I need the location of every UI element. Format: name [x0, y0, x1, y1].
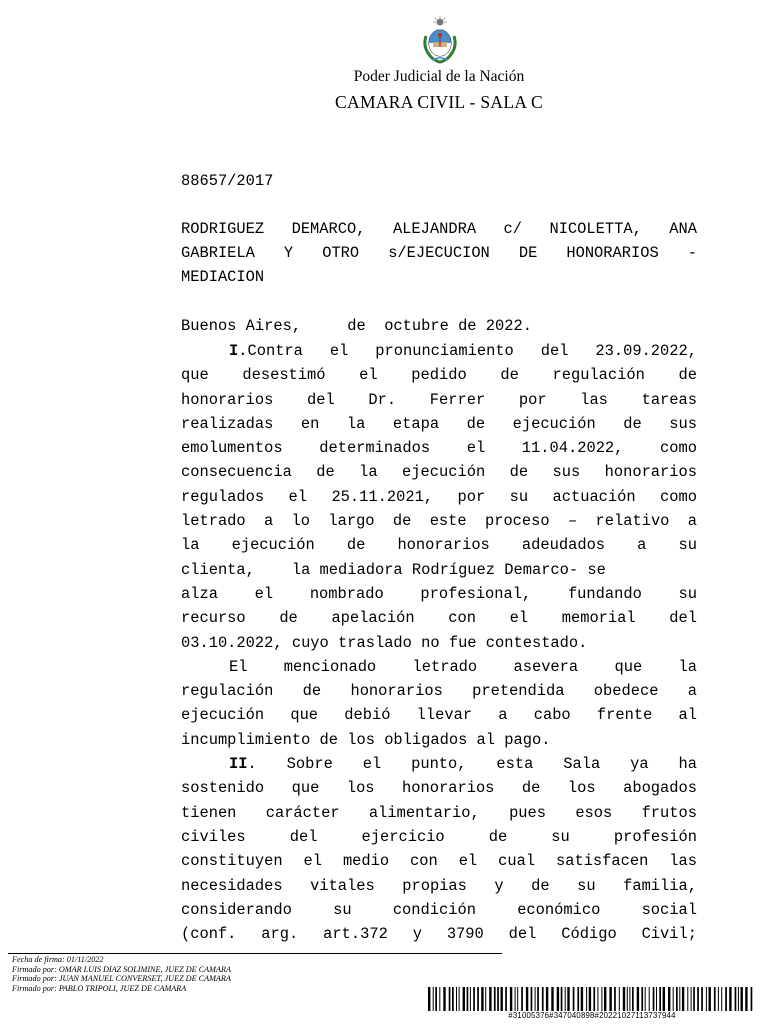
body-line: honorarios del Dr. Ferrer por las tareas	[181, 390, 697, 409]
date-line: Buenos Aires, de octubre de 2022.	[181, 317, 532, 335]
case-number: 88657/2017	[181, 172, 274, 190]
body-line: realizadas en la etapa de ejecución de sus	[181, 414, 697, 433]
body-line: clienta, la mediadora Rodríguez Demarco- se	[181, 560, 606, 579]
body-line: civiles del ejercicio de su profesión	[181, 827, 697, 846]
body-line: emolumentos determinados el 11.04.2022, como	[181, 439, 697, 458]
body-line: ejecución que debió llevar a cabo frente al	[181, 706, 697, 725]
barcode	[428, 987, 756, 1011]
section-marker: I	[229, 342, 239, 360]
body-line: necesidades vitales propias y de su familia,	[181, 876, 697, 895]
body-line: 03.10.2022, cuyo traslado no fue contestado.	[181, 633, 588, 652]
footer-divider	[8, 953, 502, 954]
signature-line: Firmado por: PABLO TRIPOLI, JUEZ DE CAMARA	[12, 983, 187, 993]
body-line: regulación de honorarios pretendida obedece a	[181, 682, 697, 701]
body-line: consecuencia de la ejecución de sus honorarios	[181, 463, 697, 482]
institution-name: Poder Judicial de la Nación	[353, 68, 525, 85]
body-line: que desestimó el pedido de regulación de	[181, 366, 697, 385]
body-line: letrado a lo largo de este proceso – relativo a	[181, 512, 697, 531]
body-line: El mencionado letrado asevera que la	[229, 657, 697, 676]
body-line: regulados el 25.11.2021, por su actuación como	[181, 487, 697, 506]
body-line: tienen carácter alimentario, pues esos frutos	[181, 803, 697, 822]
body-line: recurso de apelación con el memorial del	[181, 609, 697, 628]
body-line: I.Contra el pronunciamiento del 23.09.2022,	[229, 342, 697, 360]
coat-of-arms-seal	[418, 16, 462, 64]
signature-block	[12, 955, 231, 993]
section-marker: II	[229, 755, 248, 774]
body-line: alza el nombrado profesional, fundando su	[181, 584, 697, 603]
case-caption-line: RODRIGUEZ DEMARCO, ALEJANDRA c/ NICOLETTA, ANA	[181, 220, 697, 238]
resolution-body	[181, 341, 697, 948]
body-line: (conf. arg. art.372 y 3790 del Código Civil;	[181, 925, 697, 944]
body-line: constituyen el medio con el cual satisfacen las	[181, 852, 697, 871]
signature-line: Firmado por: OMAR LUIS DIAZ SOLIMINE, JUEZ DE CAMARA	[12, 964, 231, 974]
body-line: incumplimiento de los obligados al pago.	[181, 730, 551, 749]
case-caption-line: GABRIELA Y OTRO s/EJECUCION DE HONORARIOS -	[181, 244, 697, 262]
signature-line: Firmado por: JUAN MANUEL CONVERSET, JUEZ DE CAMARA	[12, 974, 231, 983]
chamber-name: CAMARA CIVIL - SALA C	[335, 92, 543, 112]
body-line: la ejecución de honorarios adeudados a su	[181, 536, 697, 555]
body-line: considerando su condición económico social	[181, 900, 697, 919]
barcode-number: #31005376#347040898#20221027113737944	[508, 1011, 676, 1020]
body-line: II. Sobre el punto, esta Sala ya ha	[229, 755, 697, 774]
signature-date: Fecha de firma: 01/11/2022	[12, 955, 104, 964]
case-caption-line: MEDIACION	[181, 268, 265, 286]
body-line: sostenido que los honorarios de los abogados	[181, 779, 697, 798]
